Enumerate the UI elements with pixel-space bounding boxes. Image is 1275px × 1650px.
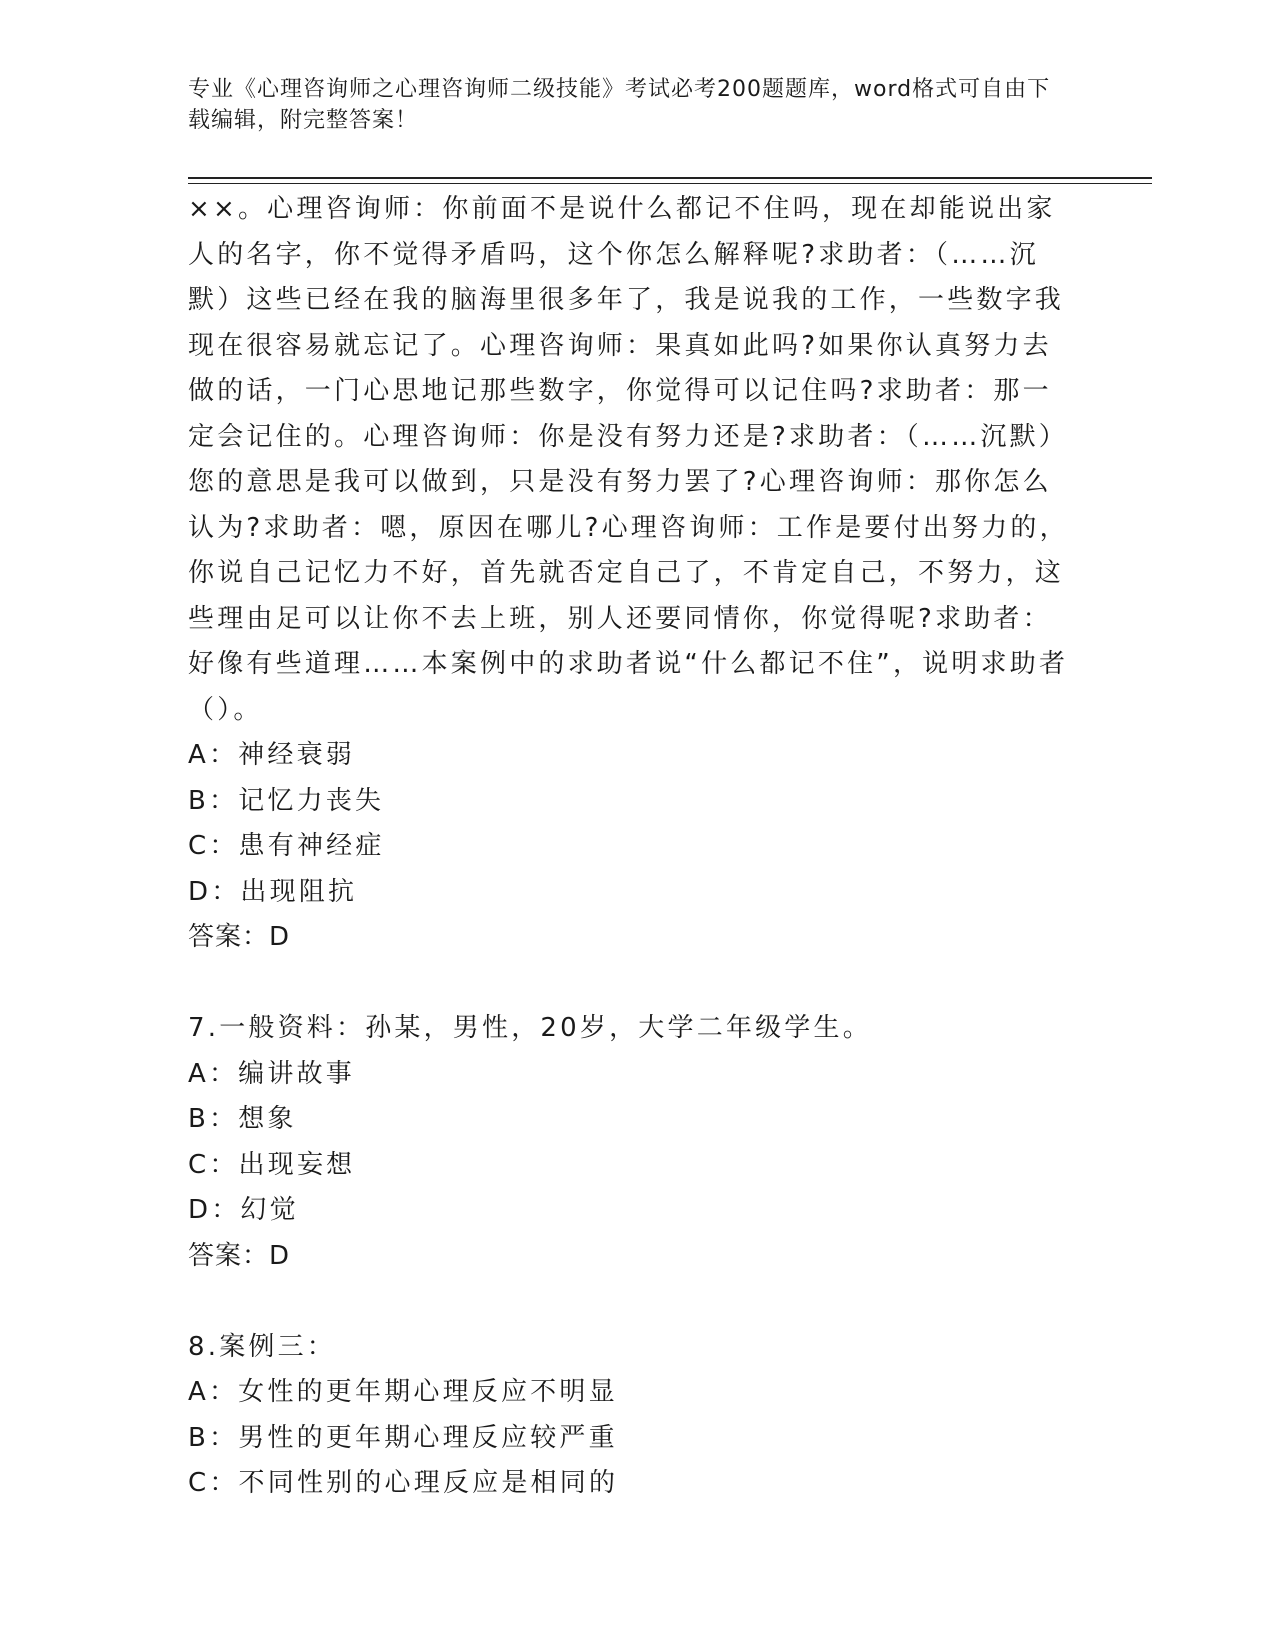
question-8-stem: 8.案例三：: [188, 1331, 337, 1362]
question-7-answer: 答案：D: [188, 1240, 291, 1271]
question-7-option-a: A：编讲故事: [188, 1058, 355, 1089]
question-7-option-b: B：想象: [188, 1104, 297, 1134]
document-header: 专业《心理咨询师之心理咨询师二级技能》考试必考200题题库，word格式可自由下载编辑，附完整答案！: [188, 77, 1051, 133]
question-6-option-d: D：出现阻抗: [188, 876, 358, 907]
question-6-stem: ××。心理咨询师：你前面不是说什么都记不住吗，现在却能说出家人的名字，你不觉得矛盾吗，这个你怎么解释呢?求助者：（……沉默）这些已经在我的脑海里很多年了，我是说我的工作，一些数字我现在很容易就忘记了。心理咨询师：果真如此吗?如果你认真努力去做的话，一门心思地记那些数字，你觉得可以记住吗?求助者：那一定会记住的。心理咨询师：你是没有努力还是?求助者：（……沉默）您的意思是我可以做到，只是没有努力罢了?心理咨询师：那你怎么认为?求助者：嗯，原因在哪儿?心理咨询师：工作是要付出努力的，你说自己记忆力不好，首先就否定自己了，不肯定自己，不努力，这些理由足可以让你不去上班，别人还要同情你，你觉得呢?求助者：好像有些道理……本案例中的求助者说“什么都记不住”，说明求助者（）。: [188, 194, 1069, 725]
question-7: [188, 1006, 1070, 1279]
question-6-answer: 答案：D: [188, 922, 291, 952]
question-8: [188, 1325, 1070, 1507]
question-7-option-c: C：出现妄想: [188, 1149, 356, 1180]
question-spacer: [188, 1279, 1070, 1325]
question-7-stem: 7.一般资料：孙某，男性，20岁，大学二年级学生。: [188, 1013, 872, 1043]
document-body: [188, 187, 1070, 1507]
question-6-option-c: C：患有神经症: [188, 831, 385, 861]
header-divider-thin: [188, 183, 1152, 184]
question-8-option-a: A：女性的更年期心理反应不明显: [188, 1377, 618, 1407]
question-8-option-b: B：男性的更年期心理反应较严重: [188, 1422, 618, 1453]
question-spacer: [188, 961, 1070, 1007]
question-6: [188, 187, 1070, 961]
question-6-option-b: B：记忆力丧失: [188, 785, 385, 816]
header-divider-thick: [188, 177, 1152, 179]
question-6-option-a: A：神经衰弱: [188, 740, 355, 770]
question-7-option-d: D：幻觉: [188, 1195, 299, 1225]
question-8-option-c: C：不同性别的心理反应是相同的: [188, 1468, 619, 1498]
